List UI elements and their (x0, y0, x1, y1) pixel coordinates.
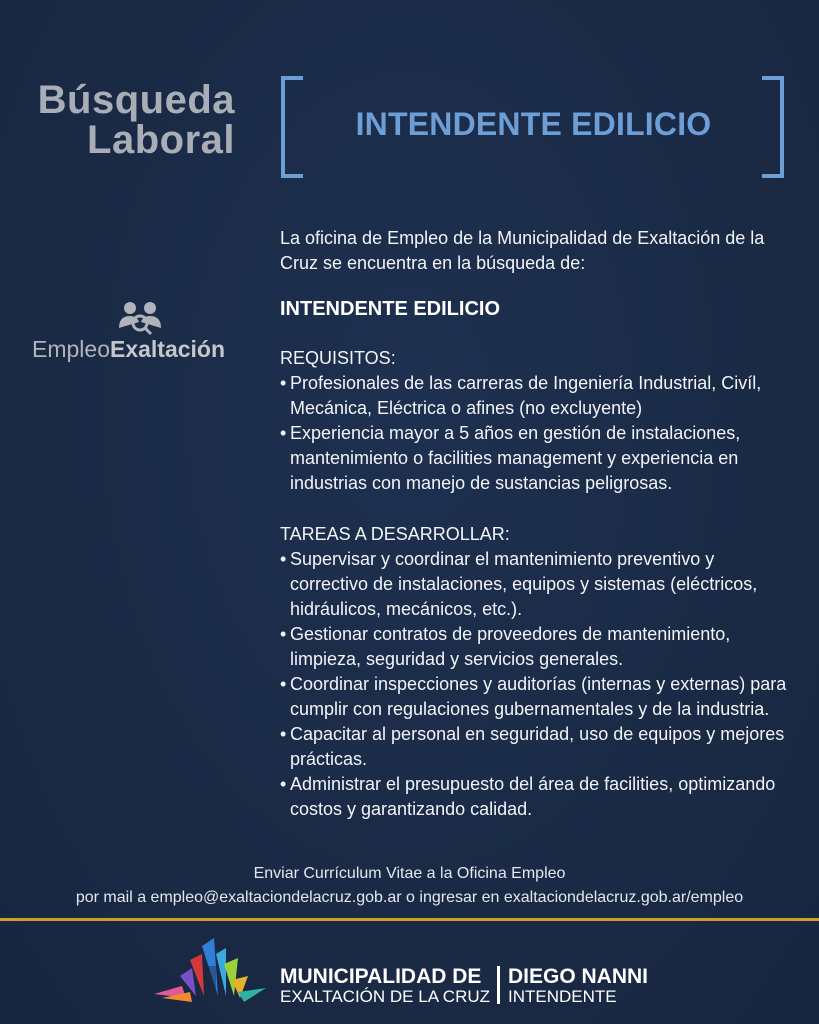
empleo-exaltacion-logo (30, 298, 250, 368)
headline-line2: Laboral (87, 118, 235, 162)
job-title: INTENDENTE EDILICIO (355, 106, 712, 142)
list-item: • Coordinar inspecciones y auditorías (internas y externas) para cumplir con regulaciones gubernamentales y de la industria. (280, 672, 790, 722)
contact-line2: por mail a empleo@exaltaciondelacruz.gob.ar o ingresar en exaltaciondelacruz.gob.ar/empleo (75, 889, 744, 906)
municipality-line1: MUNICIPALIDAD DE (280, 965, 482, 988)
right-bracket (762, 76, 784, 178)
requisitos-list (280, 371, 790, 496)
tareas-list (280, 547, 790, 822)
logo-text-exaltacion: Exaltación (109, 336, 226, 362)
contact-info (0, 862, 819, 910)
left-bracket (281, 76, 303, 178)
people-search-icon (115, 298, 165, 338)
list-item: • Supervisar y coordinar el mantenimiento preventivo y correctivo de instalaciones, equipos y sistemas (eléctricos, hidráulicos, mecánicos, etc.). (280, 547, 790, 622)
tareas-title: TAREAS A DESARROLLAR: (280, 524, 510, 544)
intro-text: La oficina de Empleo de la Municipalidad de Exaltación de la Cruz se encuentra en la búsqueda de: (280, 228, 765, 273)
contact-line1: Enviar Currículum Vitae a la Oficina Empleo (253, 865, 566, 882)
mayor-title: INTENDENTE (508, 987, 617, 1006)
list-item: • Capacitar al personal en seguridad, uso de equipos y mejores prácticas. (280, 722, 790, 772)
municipality-line2: EXALTACIÓN DE LA CRUZ (280, 987, 491, 1006)
list-item: • Gestionar contratos de proveedores de mantenimiento, limpieza, seguridad y servicios generales. (280, 622, 790, 672)
municipality-name (280, 966, 490, 1005)
logo-text (32, 336, 252, 363)
gold-divider (0, 918, 819, 921)
list-item: • Experiencia mayor a 5 años en gestión de instalaciones, mantenimiento o facilities management y experiencia en industrias con manejo de sustancias peligrosas. (280, 421, 790, 496)
mayor-info (508, 966, 648, 1005)
logo-text-empleo: Empleo (32, 336, 110, 362)
list-item: • Profesionales de las carreras de Ingeniería Industrial, Civíl, Mecánica, Eléctrica o afines (no excluyente) (280, 371, 790, 421)
headline (30, 80, 235, 160)
mayor-name: DIEGO NANNI (508, 965, 649, 988)
job-description (280, 226, 790, 822)
requisitos-title: REQUISITOS: (280, 348, 396, 368)
position-title: INTENDENTE EDILICIO (280, 298, 501, 320)
footer-vertical-divider (497, 966, 500, 1004)
municipality-emblem-icon (152, 936, 272, 1006)
list-item: • Administrar el presupuesto del área de facilities, optimizando costos y garantizando calidad. (280, 772, 790, 822)
headline-line1: Búsqueda (37, 78, 235, 122)
